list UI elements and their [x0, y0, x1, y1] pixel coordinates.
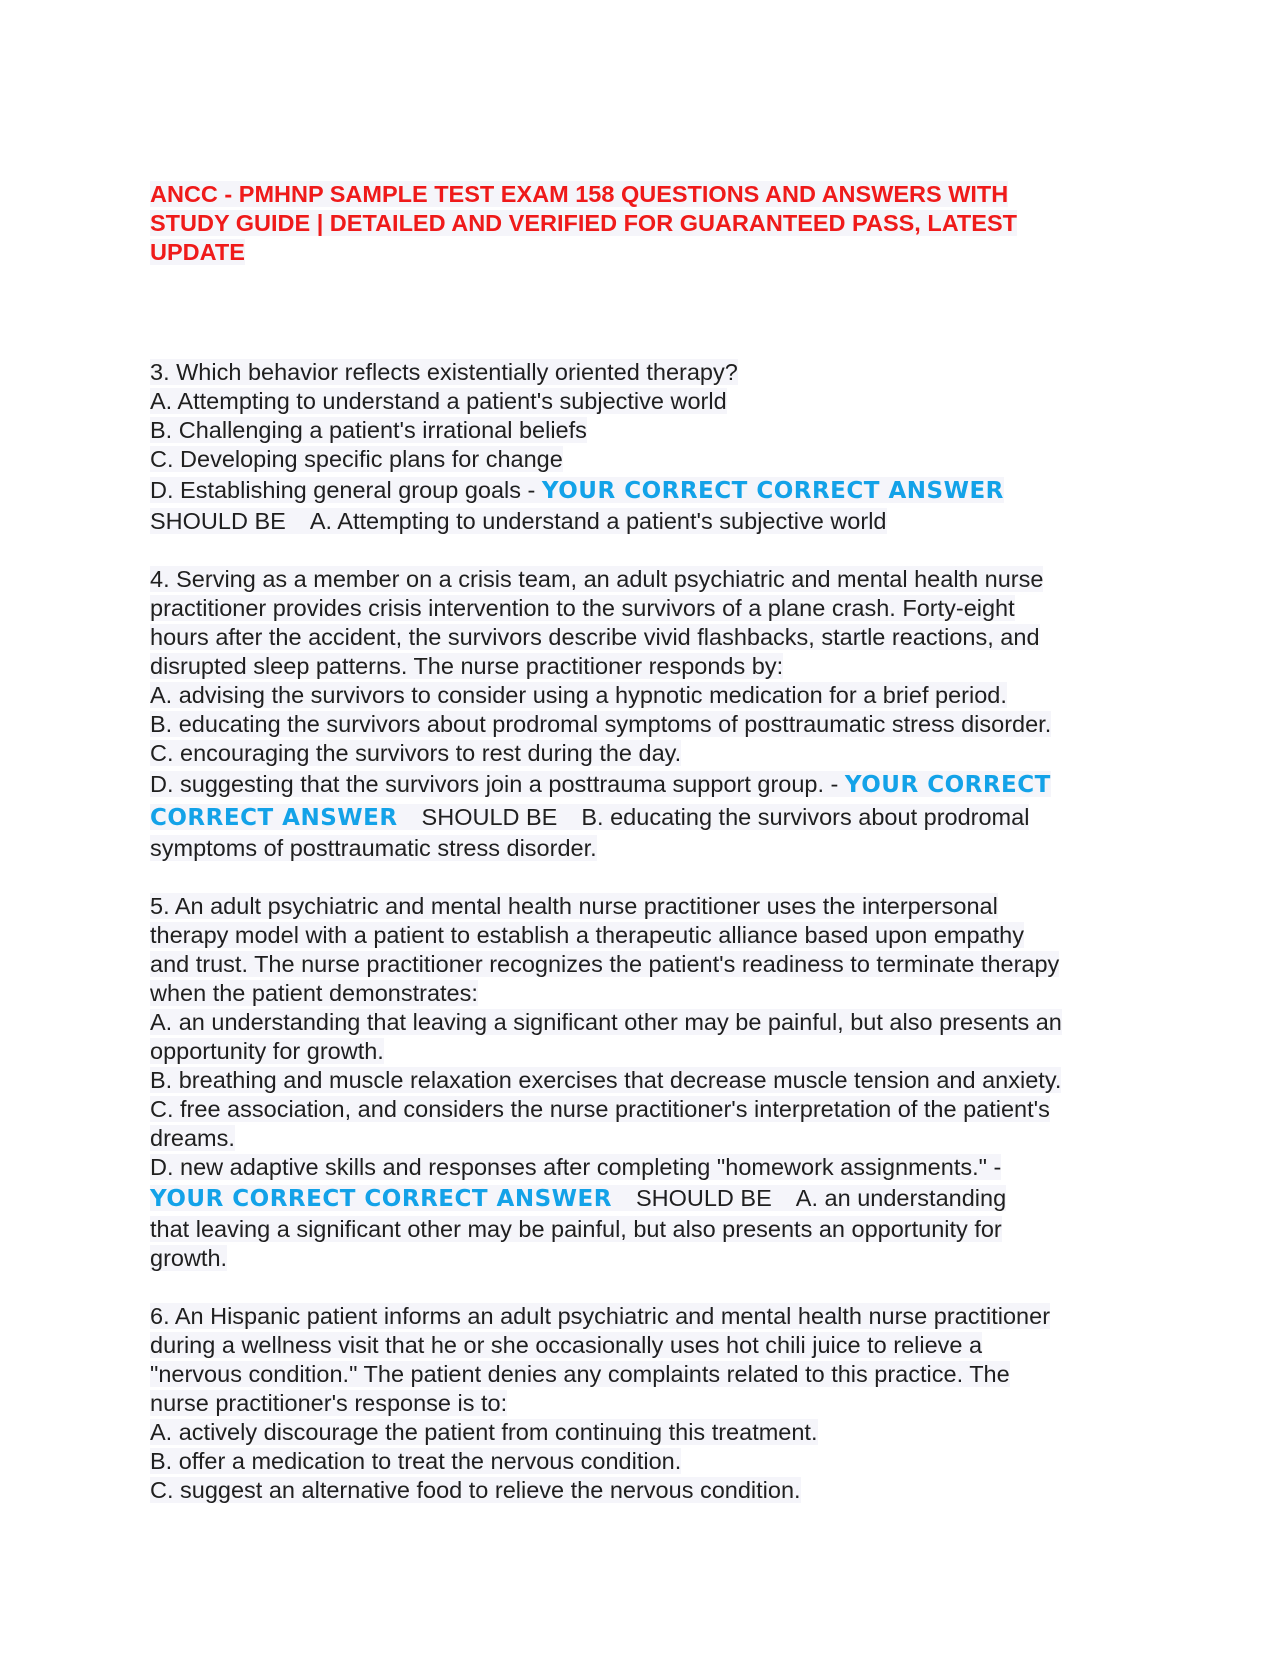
option-c: C. encouraging the survivors to rest during the day. [150, 740, 682, 766]
should-be-label: SHOULD BE [421, 804, 558, 830]
question-stem: 3. Which behavior reflects existentially oriented therapy? [150, 359, 738, 385]
question-stem: 6. An Hispanic patient informs an adult psychiatric and mental health nurse practitioner [150, 1303, 1051, 1329]
option-a: A. actively discourage the patient from continuing this treatment. [150, 1419, 818, 1445]
question-3 [150, 358, 1130, 536]
option-a-continued: opportunity for growth. [150, 1038, 384, 1064]
question-stem: practitioner provides crisis intervention to the survivors of a plane crash. Forty-eight [150, 595, 1015, 621]
option-b: B. breathing and muscle relaxation exercises that decrease muscle tension and anxiety. [150, 1067, 1062, 1093]
should-be-label: SHOULD BE [635, 1185, 772, 1211]
option-d: D. suggesting that the survivors join a posttrauma support group. - [150, 771, 839, 797]
option-c: C. Developing specific plans for change [150, 446, 563, 472]
correct-answer-tag: YOUR CORRECT [844, 772, 1051, 798]
correct-answer-text: that leaving a significant other may be painful, but also presents an opportunity for [150, 1216, 1002, 1242]
correct-answer-tag: YOUR CORRECT CORRECT ANSWER [150, 1186, 612, 1212]
title-line: ANCC - PMHNP SAMPLE TEST EXAM 158 QUESTIONS AND ANSWERS WITH [150, 181, 1009, 207]
question-stem: disrupted sleep patterns. The nurse practitioner responds by: [150, 653, 784, 679]
title-line: UPDATE [150, 239, 245, 265]
option-c-continued: dreams. [150, 1125, 235, 1151]
question-6 [150, 1302, 1130, 1505]
correct-answer-text: A. Attempting to understand a patient's subjective world [309, 508, 887, 534]
option-a: A. advising the survivors to consider using a hypnotic medication for a brief period. [150, 682, 1007, 708]
question-list [150, 358, 1130, 1505]
option-c: C. free association, and considers the nurse practitioner's interpretation of the patient's [150, 1096, 1050, 1122]
option-b: B. offer a medication to treat the nervous condition. [150, 1448, 682, 1474]
correct-answer-text: B. educating the survivors about prodromal [581, 804, 1030, 830]
correct-answer-tag: YOUR CORRECT CORRECT ANSWER [541, 478, 1004, 504]
correct-answer-text: A. an understanding [795, 1185, 1007, 1211]
option-a: A. Attempting to understand a patient's subjective world [150, 388, 727, 414]
question-stem: 5. An adult psychiatric and mental health nurse practitioner uses the interpersonal [150, 893, 998, 919]
question-stem: when the patient demonstrates: [150, 980, 478, 1006]
option-d: D. Establishing general group goals - [150, 477, 536, 503]
option-b: B. educating the survivors about prodromal symptoms of posttraumatic stress disorder. [150, 711, 1052, 737]
document-title [150, 180, 1130, 267]
question-stem: hours after the accident, the survivors describe vivid flashbacks, startle reactions, and [150, 624, 1040, 650]
option-b: B. Challenging a patient's irrational beliefs [150, 417, 587, 443]
correct-answer-text: symptoms of posttraumatic stress disorder. [150, 835, 597, 861]
question-4 [150, 565, 1130, 863]
question-stem: and trust. The nurse practitioner recognizes the patient's readiness to terminate therapy [150, 951, 1060, 977]
option-a: A. an understanding that leaving a significant other may be painful, but also presents an [150, 1009, 1062, 1035]
should-be-label: SHOULD BE [150, 508, 286, 534]
question-stem: therapy model with a patient to establish a therapeutic alliance based upon empathy [150, 922, 1024, 948]
question-stem: "nervous condition." The patient denies any complaints related to this practice. The [150, 1361, 1010, 1387]
title-line: STUDY GUIDE | DETAILED AND VERIFIED FOR GUARANTEED PASS, LATEST [150, 210, 1017, 236]
question-stem: nurse practitioner's response is to: [150, 1390, 508, 1416]
option-c: C. suggest an alternative food to relieve the nervous condition. [150, 1477, 801, 1503]
question-5 [150, 892, 1130, 1273]
option-d: D. new adaptive skills and responses after completing "homework assignments." - [150, 1154, 1002, 1180]
correct-answer-text: growth. [150, 1245, 228, 1271]
question-stem: during a wellness visit that he or she occasionally uses hot chili juice to relieve a [150, 1332, 983, 1358]
document-page [150, 180, 1130, 1534]
correct-answer-tag: CORRECT ANSWER [150, 805, 398, 831]
question-stem: 4. Serving as a member on a crisis team, an adult psychiatric and mental health nurse [150, 566, 1044, 592]
